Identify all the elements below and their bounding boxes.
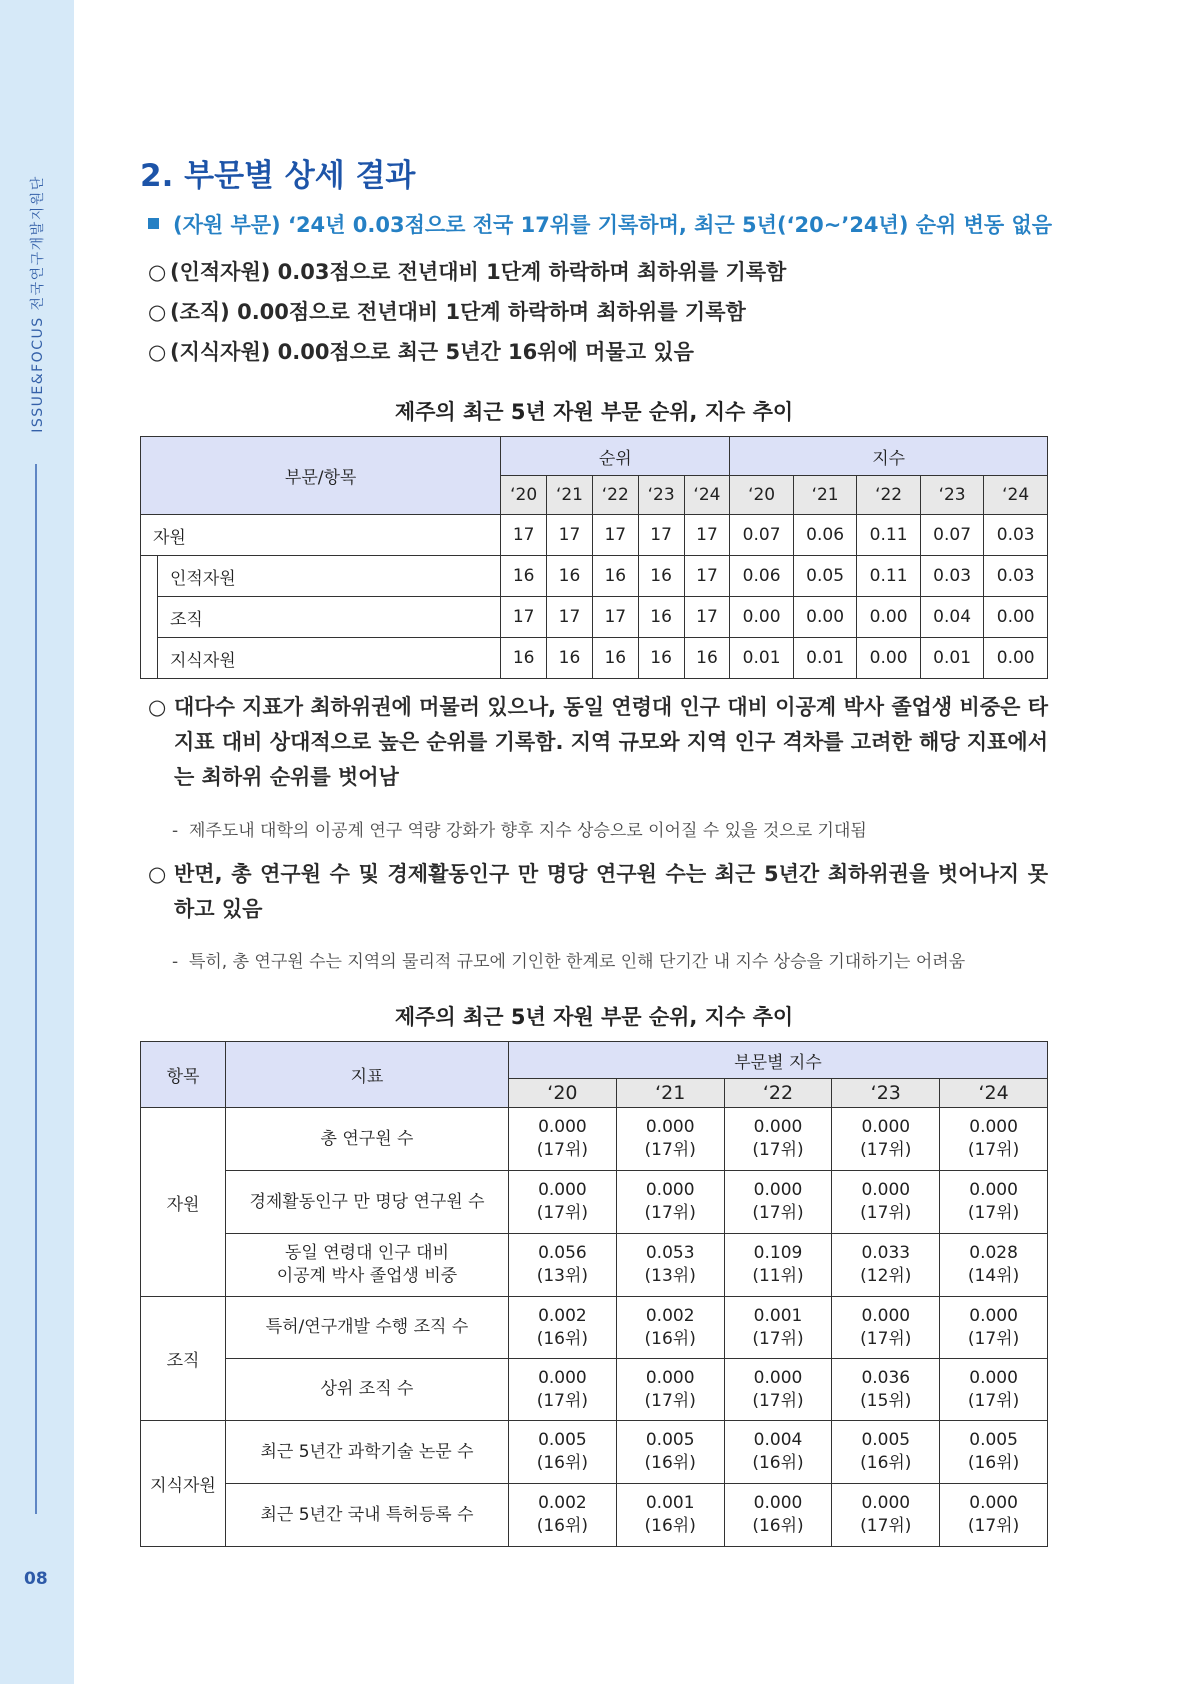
bullet-item: ○ (조직) 0.00점으로 전년대비 1단계 하락하며 최하위를 기록함	[148, 300, 746, 324]
lead-text: (자원 부문) ‘24년 0.03점으로 전국 17위를 기록하며, 최근 5년(‘20~’24년) 순위 변동 없음	[173, 213, 1053, 237]
index-cell: 0.000 (17위)	[616, 1171, 724, 1234]
bullet-item: ○ (인적자원) 0.03점으로 전년대비 1단계 하락하며 최하위를 기록함	[148, 260, 787, 284]
index-cell: 0.000 (17위)	[724, 1171, 832, 1234]
indicator-name: 최근 5년간 과학기술 논문 수	[226, 1421, 509, 1484]
table-row	[141, 1297, 1048, 1359]
table-row: 조직 17 17 17 16 17 0.00 0.00 0.00 0.04 0.00	[141, 597, 1048, 638]
paragraph: ○ 대다수 지표가 최하위권에 머물러 있으나, 동일 연령대 인구 대비 이공계 박사 졸업생 비중은 타 지표 대비 상대적으로 높은 순위를 기록함. 지역 규모와 지역 인구 격차를 고려한 해당 지표에서는 최하위 순위를 벗어남	[148, 690, 1048, 795]
table-row	[141, 1359, 1048, 1421]
year-header: ‘20	[509, 1079, 617, 1108]
index-cell: 0.000 (17위)	[832, 1297, 940, 1359]
indicator-name: 상위 조직 수	[226, 1359, 509, 1421]
square-bullet-icon	[148, 218, 159, 229]
indicator-header: 지표	[226, 1042, 509, 1108]
circle-bullet-icon: ○	[148, 340, 167, 364]
indicator-name: 특허/연구개발 수행 조직 수	[226, 1297, 509, 1359]
year-header: ‘23	[832, 1079, 940, 1108]
rank-index-table	[140, 436, 1048, 679]
table-row: 자원 17 17 17 17 17 0.07 0.06 0.11 0.07 0.03	[141, 515, 1048, 556]
index-cell: 0.000 (17위)	[832, 1108, 940, 1171]
paragraph: ○ 반면, 총 연구원 수 및 경제활동인구 만 명당 연구원 수는 최근 5년간 최하위권을 벗어나지 못하고 있음	[148, 857, 1048, 927]
index-cell: 0.109 (11위)	[724, 1234, 832, 1297]
indicator-name: 총 연구원 수	[226, 1108, 509, 1171]
table-row	[141, 1234, 1048, 1297]
index-cell: 0.001 (16위)	[616, 1484, 724, 1547]
table1-caption: 제주의 최근 5년 자원 부문 순위, 지수 추이	[394, 400, 794, 424]
index-cell: 0.004 (16위)	[724, 1421, 832, 1484]
table1-corner-header: 부문/항목	[141, 437, 501, 515]
year-header: ‘22	[724, 1079, 832, 1108]
index-cell: 0.000 (17위)	[940, 1108, 1048, 1171]
circle-bullet-icon: ○	[148, 695, 167, 719]
index-cell: 0.000 (17위)	[940, 1484, 1048, 1547]
row-label: 인적자원	[158, 556, 501, 597]
sub-note: - 특히, 총 연구원 수는 지역의 물리적 규모에 기인한 한계로 인해 단기간 내 지수 상승을 기대하기는 어려움	[172, 952, 966, 972]
index-cell: 0.000 (17위)	[832, 1171, 940, 1234]
index-cell: 0.000 (17위)	[509, 1359, 617, 1421]
section-title: 2. 부문별 상세 결과	[140, 158, 416, 194]
year-header: ‘23	[920, 476, 984, 515]
sidebar-divider	[35, 464, 37, 1514]
year-header: ‘24	[684, 476, 730, 515]
index-cell: 0.000 (17위)	[940, 1171, 1048, 1234]
index-cell: 0.001 (17위)	[724, 1297, 832, 1359]
circle-bullet-icon: ○	[148, 300, 167, 324]
rank-header: 순위	[501, 437, 730, 476]
index-cell: 0.000 (17위)	[940, 1297, 1048, 1359]
year-header: ‘24	[984, 476, 1048, 515]
indicator-name: 최근 5년간 국내 특허등록 수	[226, 1484, 509, 1547]
lead-statement	[148, 209, 1053, 239]
indicator-name: 경제활동인구 만 명당 연구원 수	[226, 1171, 509, 1234]
year-header: ‘22	[857, 476, 921, 515]
index-cell: 0.000 (17위)	[832, 1484, 940, 1547]
index-cell: 0.053 (13위)	[616, 1234, 724, 1297]
sidebar	[0, 0, 74, 1684]
year-header: ‘21	[547, 476, 593, 515]
table2-caption: 제주의 최근 5년 자원 부문 순위, 지수 추이	[394, 1005, 794, 1029]
table-row: 지식자원 16 16 16 16 16 0.01 0.01 0.00 0.01 0.00	[141, 638, 1048, 679]
table-row	[141, 1171, 1048, 1234]
index-cell: 0.002 (16위)	[509, 1297, 617, 1359]
index-header: 지수	[730, 437, 1048, 476]
year-header: ‘22	[592, 476, 638, 515]
year-header: ‘23	[638, 476, 684, 515]
item-header: 항목	[141, 1042, 226, 1108]
index-cell: 0.005 (16위)	[616, 1421, 724, 1484]
index-cell: 0.036 (15위)	[832, 1359, 940, 1421]
year-header: ‘21	[793, 476, 857, 515]
row-label: 조직	[158, 597, 501, 638]
year-header: ‘21	[616, 1079, 724, 1108]
index-cell: 0.005 (16위)	[832, 1421, 940, 1484]
year-header: ‘20	[501, 476, 547, 515]
circle-bullet-icon: ○	[148, 862, 167, 886]
table-row: 인적자원 16 16 16 16 17 0.06 0.05 0.11 0.03 0.03	[141, 556, 1048, 597]
row-label: 자원	[141, 515, 501, 556]
index-cell: 0.056 (13위)	[509, 1234, 617, 1297]
index-cell: 0.000 (17위)	[509, 1171, 617, 1234]
year-header: ‘20	[730, 476, 794, 515]
index-cell: 0.000 (17위)	[724, 1359, 832, 1421]
group-label: 조직	[141, 1297, 226, 1421]
index-cell: 0.000 (17위)	[616, 1359, 724, 1421]
index-header: 부문별 지수	[509, 1042, 1048, 1079]
year-header: ‘24	[940, 1079, 1048, 1108]
bullet-item: ○ (지식자원) 0.00점으로 최근 5년간 16위에 머물고 있음	[148, 340, 694, 364]
index-cell: 0.005 (16위)	[940, 1421, 1048, 1484]
page-number: 08	[24, 1569, 48, 1589]
index-cell: 0.000 (17위)	[724, 1108, 832, 1171]
index-cell: 0.002 (16위)	[616, 1297, 724, 1359]
index-cell: 0.028 (14위)	[940, 1234, 1048, 1297]
index-cell: 0.000 (17위)	[616, 1108, 724, 1171]
sidebar-label: ISSUE&FOCUS 전국연구개발지원단	[30, 175, 46, 433]
indicator-name: 동일 연령대 인구 대비 이공계 박사 졸업생 비중	[226, 1234, 509, 1297]
row-label: 지식자원	[158, 638, 501, 679]
group-label: 지식자원	[141, 1421, 226, 1547]
index-cell: 0.000 (17위)	[509, 1108, 617, 1171]
index-cell: 0.000 (17위)	[940, 1359, 1048, 1421]
indicator-table	[140, 1041, 1048, 1547]
sub-note: - 제주도내 대학의 이공계 연구 역량 강화가 향후 지수 상승으로 이어질 수 있을 것으로 기대됨	[172, 821, 867, 841]
index-cell: 0.033 (12위)	[832, 1234, 940, 1297]
index-cell: 0.002 (16위)	[509, 1484, 617, 1547]
circle-bullet-icon: ○	[148, 260, 167, 284]
index-cell: 0.005 (16위)	[509, 1421, 617, 1484]
group-label: 자원	[141, 1108, 226, 1297]
table-row	[141, 1421, 1048, 1484]
table-row	[141, 1484, 1048, 1547]
table-row	[141, 1108, 1048, 1171]
index-cell: 0.000 (16위)	[724, 1484, 832, 1547]
